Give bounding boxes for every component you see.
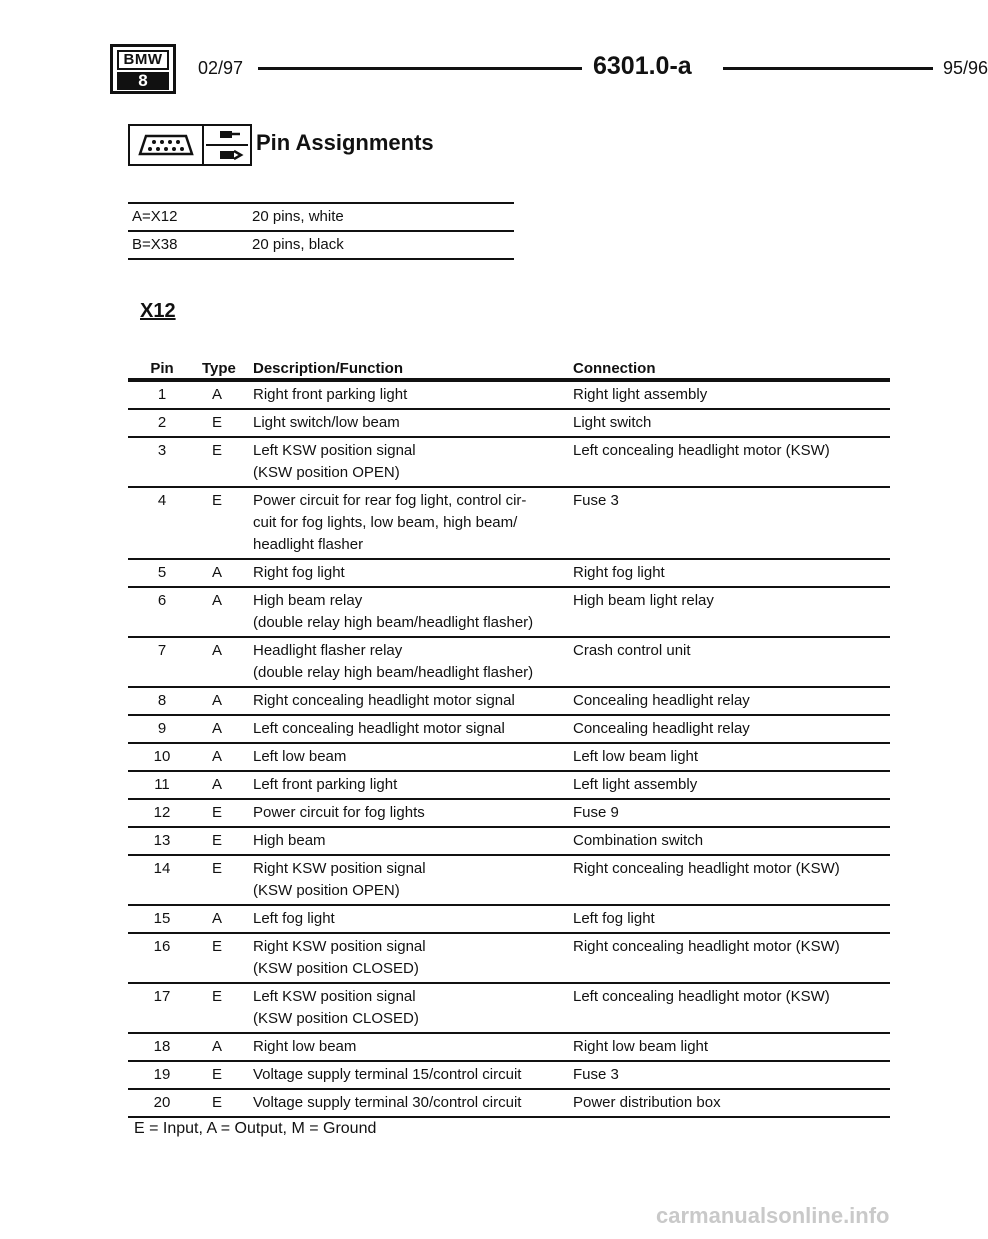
pin-connection: Crash control unit	[573, 642, 691, 659]
pin-connection: Right light assembly	[573, 386, 708, 403]
pin-description	[253, 802, 563, 824]
pin-number: 5	[157, 564, 167, 581]
connector-desc: 20 pins, white	[252, 208, 344, 225]
pin-description-line: headlight flasher	[253, 536, 364, 553]
table-row	[128, 856, 890, 906]
connector-row	[128, 232, 514, 260]
pin-type: E	[211, 988, 222, 1005]
pin-type: A	[211, 1038, 222, 1055]
bmw-logo-series: 8	[117, 72, 169, 90]
pin-type: E	[211, 1066, 222, 1083]
pin-description	[253, 1036, 563, 1058]
pin-description-line: Power circuit for fog lights	[253, 804, 425, 821]
pin-description-line: (double relay high beam/headlight flasher)	[253, 614, 534, 631]
pin-description-line: Power circuit for rear fog light, control cir-	[253, 492, 527, 509]
pin-description	[253, 1092, 563, 1114]
table-row	[128, 438, 890, 488]
connector-desc: 20 pins, black	[252, 236, 344, 253]
pin-connection: Right concealing headlight motor (KSW)	[573, 860, 840, 877]
pin-type: A	[211, 386, 222, 403]
watermark: carmanualsonline.info	[656, 1203, 890, 1228]
pin-description	[253, 936, 563, 980]
pin-number: 16	[153, 938, 171, 955]
pin-type: A	[211, 776, 222, 793]
pin-description	[253, 562, 563, 584]
pin-connection: Combination switch	[573, 832, 704, 849]
section-title: Pin Assignments	[256, 130, 434, 155]
header-date-left: 02/97	[198, 58, 244, 78]
pin-connection: Concealing headlight relay	[573, 692, 750, 709]
pin-description-line: (KSW position OPEN)	[253, 882, 400, 899]
pin-connection: Left fog light	[573, 910, 655, 927]
pin-description	[253, 908, 563, 930]
table-row	[128, 744, 890, 772]
pin-description	[253, 690, 563, 712]
pin-description-line: Right low beam	[253, 1038, 357, 1055]
table-row	[128, 1090, 890, 1118]
pin-number: 7	[157, 642, 167, 659]
pin-direction-icon	[202, 124, 252, 166]
pin-type: E	[211, 442, 222, 459]
pin-description	[253, 746, 563, 768]
table-row	[128, 800, 890, 828]
pin-description-line: Voltage supply terminal 30/control circuit	[253, 1094, 522, 1111]
pin-number: 18	[153, 1038, 171, 1055]
table-row	[128, 828, 890, 856]
pin-description-line: Left KSW position signal	[253, 442, 416, 459]
table-row	[128, 934, 890, 984]
pin-description	[253, 774, 563, 796]
pin-description-line: Light switch/low beam	[253, 414, 400, 431]
table-row	[128, 410, 890, 438]
pin-number: 14	[153, 860, 171, 877]
table-row	[128, 984, 890, 1034]
pin-description-line: Right concealing headlight motor signal	[253, 692, 515, 709]
pin-description-line: Right KSW position signal	[253, 938, 426, 955]
pin-connection: Concealing headlight relay	[573, 720, 750, 737]
pin-type: E	[211, 938, 222, 955]
pin-description-line: High beam	[253, 832, 326, 849]
pin-connection: Power distribution box	[573, 1094, 721, 1111]
pin-table	[128, 358, 890, 1118]
pin-connection: Fuse 9	[573, 804, 619, 821]
pin-description-line: (KSW position CLOSED)	[253, 960, 419, 977]
document-code: 6301.0-a	[593, 52, 692, 80]
pin-connection: High beam light relay	[573, 592, 714, 609]
table-row	[128, 560, 890, 588]
legend: E = Input, A = Output, M = Ground	[134, 1120, 377, 1137]
header-type: Type	[202, 360, 236, 377]
pin-description	[253, 590, 563, 634]
pin-type: A	[211, 910, 222, 927]
pin-number: 8	[157, 692, 167, 709]
pin-type: A	[211, 720, 222, 737]
pin-number: 19	[153, 1066, 171, 1083]
pin-description-line: Right front parking light	[253, 386, 408, 403]
table-row	[128, 638, 890, 688]
table-row	[128, 688, 890, 716]
pin-connection: Left light assembly	[573, 776, 698, 793]
pin-number: 4	[157, 492, 167, 509]
pin-description-line: Right KSW position signal	[253, 860, 426, 877]
table-row	[128, 588, 890, 638]
header-divider-right	[723, 67, 933, 70]
table-row	[128, 716, 890, 744]
pin-description-line: Voltage supply terminal 15/control circuit	[253, 1066, 522, 1083]
pin-connection: Fuse 3	[573, 492, 619, 509]
pin-description-line: Left fog light	[253, 910, 335, 927]
pin-description	[253, 490, 563, 556]
pin-type: E	[211, 804, 222, 821]
page-header	[110, 44, 988, 96]
pin-description	[253, 412, 563, 434]
pin-description	[253, 1064, 563, 1086]
pin-description-line: Left KSW position signal	[253, 988, 416, 1005]
pin-type: E	[211, 832, 222, 849]
pin-type: E	[211, 1094, 222, 1111]
pin-type: A	[211, 748, 222, 765]
pin-type: A	[211, 642, 222, 659]
pin-connection: Fuse 3	[573, 1066, 619, 1083]
pin-connection: Light switch	[573, 414, 652, 431]
pin-number: 9	[157, 720, 167, 737]
pin-description	[253, 384, 563, 406]
pin-description	[253, 440, 563, 484]
pin-description-line: cuit for fog lights, low beam, high beam/	[253, 514, 518, 531]
pin-description	[253, 718, 563, 740]
header-pin: Pin	[150, 360, 174, 377]
pin-connection: Right concealing headlight motor (KSW)	[573, 938, 840, 955]
pin-type: E	[211, 414, 222, 431]
table-row	[128, 1034, 890, 1062]
pin-description-line: Left front parking light	[253, 776, 398, 793]
pin-connection: Right low beam light	[573, 1038, 709, 1055]
pin-table-body	[128, 382, 890, 1118]
header-divider-left	[258, 67, 582, 70]
pin-description-line: (KSW position CLOSED)	[253, 1010, 419, 1027]
pin-number: 11	[154, 776, 170, 793]
pin-number: 17	[153, 988, 171, 1005]
pin-description-line: (double relay high beam/headlight flasher)	[253, 664, 534, 681]
pin-description	[253, 858, 563, 902]
bmw-logo-text: BMW	[117, 50, 169, 70]
pin-number: 10	[153, 748, 171, 765]
connector-row	[128, 202, 514, 232]
pin-number: 2	[157, 414, 167, 431]
pin-type: A	[211, 592, 222, 609]
connector-id: B=X38	[132, 236, 178, 253]
pin-connection: Left concealing headlight motor (KSW)	[573, 988, 830, 1005]
connector-id: A=X12	[132, 208, 178, 225]
table-row	[128, 772, 890, 800]
connector-plug-icon	[128, 124, 204, 166]
connector-table	[128, 202, 514, 260]
pin-description-line: Right fog light	[253, 564, 345, 581]
pin-number: 1	[157, 386, 167, 403]
pin-type: A	[211, 564, 222, 581]
pin-table-header	[128, 358, 890, 382]
header-date-right: 95/96	[943, 58, 988, 78]
pin-connection: Left low beam light	[573, 748, 699, 765]
table-row	[128, 488, 890, 560]
pin-number: 12	[153, 804, 171, 821]
pin-number: 15	[153, 910, 171, 927]
connector-label: X12	[140, 300, 176, 322]
header-connection: Connection	[573, 360, 656, 377]
pin-type: E	[211, 860, 222, 877]
pin-number: 20	[153, 1094, 171, 1111]
pin-description-line: Headlight flasher relay	[253, 642, 403, 659]
pin-description-line: (KSW position OPEN)	[253, 464, 400, 481]
pin-type: A	[211, 692, 222, 709]
pin-description-line: High beam relay	[253, 592, 363, 609]
bmw-logo	[110, 44, 176, 94]
pin-number: 3	[157, 442, 167, 459]
pin-description	[253, 830, 563, 852]
pin-connection: Left concealing headlight motor (KSW)	[573, 442, 830, 459]
table-row	[128, 1062, 890, 1090]
pin-type: E	[211, 492, 222, 509]
pin-description	[253, 986, 563, 1030]
pin-description	[253, 640, 563, 684]
table-row	[128, 906, 890, 934]
pin-number: 13	[153, 832, 171, 849]
pin-number: 6	[157, 592, 167, 609]
pin-description-line: Left low beam	[253, 748, 347, 765]
pin-description-line: Left concealing headlight motor signal	[253, 720, 505, 737]
header-description: Description/Function	[253, 360, 403, 377]
table-row	[128, 382, 890, 410]
pin-connection: Right fog light	[573, 564, 665, 581]
